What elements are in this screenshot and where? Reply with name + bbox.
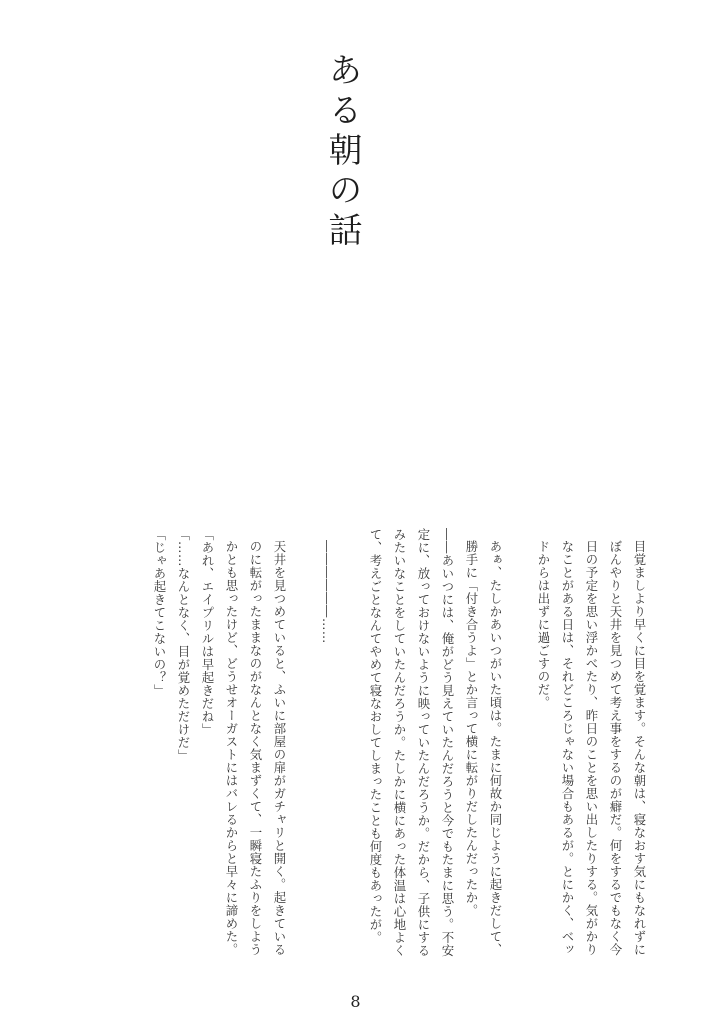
page-number: 8 <box>350 992 361 1011</box>
paragraph-2: あぁ、たしかあいつがいた頃は。たまに何故か同じように起きだして、勝手に「付き合うよ」とか言って横に転がりだしたんだったか。 <box>464 540 503 957</box>
scene-break: ――――――…… <box>320 540 335 645</box>
page-title: ある朝の話 <box>322 52 362 252</box>
dialogue-2: 「……なんとなく、目が覚めただけだ」 <box>176 528 191 762</box>
paragraph-gap <box>291 528 315 958</box>
paragraph-3: ――あいつには、俺がどう見えていたんだろうと今でもたまに思う。不安定に、放っておけないように映っていたんだろうか。だから、子供にするみたいなことをしていたんだろうか。たしかに横にあった体温は心地よくて、考えごとなんてやめて寝なおしてしまったことも何度もあったが。 <box>368 528 455 957</box>
dialogue-1: 「あれ、エイプリルは早起きだね」 <box>200 528 215 736</box>
paragraph-gap <box>507 528 531 958</box>
dialogue-3: 「じゃあ起きてこないの？」 <box>152 528 167 697</box>
paragraph-gap <box>339 528 363 958</box>
paragraph-1: 目覚ましより早くに目を覚ます。そんな朝は、寝なおす気にもなれずにぼんやりと天井を見つめて考え事をするのが癖だ。何をするでもなく今日の予定を思い浮かべたり、昨日のことを思い出したりする。気がかりなことがある日は、それどころじゃない場合もあるが。とにかく、ベッドからは出ずに過ごすのだ。 <box>536 540 647 957</box>
story-body <box>147 528 651 958</box>
paragraph-4: 天井を見つめていると、ふいに部屋の扉がガチャリと開く。起きているのに転がったままなのがなんとなく気まずくて、一瞬寝たふりをしようかとも思ったけど、どうせオーガストにはバレるからと早々に諦めた。 <box>224 540 287 957</box>
